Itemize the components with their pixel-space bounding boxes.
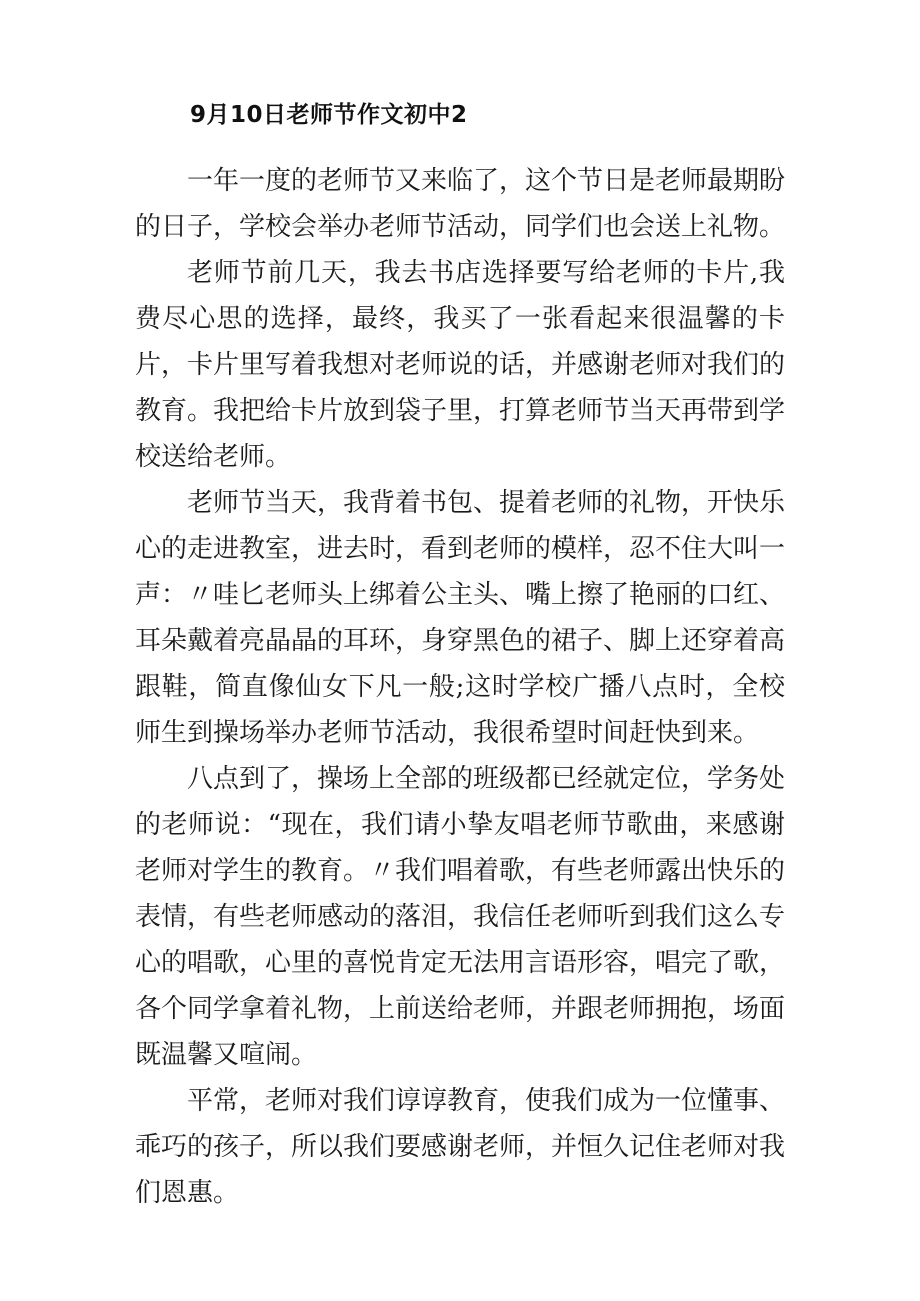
document-title: 9月10日老师节作文初中2 <box>190 102 468 128</box>
paragraph-5: 平常，老师对我们谆谆教育，使我们成为一位懂事、乖巧的孩子，所以我们要感谢老师，并恒久记住老师对我们恩惠。 <box>135 1086 786 1208</box>
paragraph-4: 八点到了，操场上全部的班级都已经就定位，学务处的老师说：“现在，我们请小挚友唱老师节歌曲，来感谢老师对学生的教育。〃我们唱着歌，有些老师露出快乐的表情，有些老师感动的落泪，我信任老师听到我们这么专心的唱歌，心里的喜悦肯定无法用言语形容，唱完了歌，各个同学拿着礼物，上前送给老师，并跟老师拥抱，场面既温馨又喧闹。 <box>135 764 786 1070</box>
document-body <box>135 158 785 1216</box>
paragraph-1: 一年一度的老师节又来临了，这个节日是老师最期盼的日子，学校会举办老师节活动，同学们也会送上礼物。 <box>135 166 786 242</box>
paragraph-3: 老师节当天，我背着书包、提着老师的礼物，开快乐心的走进教室，进去时，看到老师的模样，忍不住大叫一声：〃哇匕老师头上绑着公主头、嘴上擦了艳丽的口红、耳朵戴着亮晶晶的耳环，身穿黑色的裙子、脚上还穿着高跟鞋，简直像仙女下凡一般;这时学校广播八点时，全校师生到操场举办老师节活动，我很希望时间赶快到来。 <box>135 488 786 748</box>
paragraph-2: 老师节前几天，我去书店选择要写给老师的卡片,我费尽心思的选择，最终，我买了一张看起来很温馨的卡片，卡片里写着我想对老师说的话，并感谢老师对我们的教育。我把给卡片放到袋子里，打算老师节当天再带到学校送给老师。 <box>135 258 786 472</box>
